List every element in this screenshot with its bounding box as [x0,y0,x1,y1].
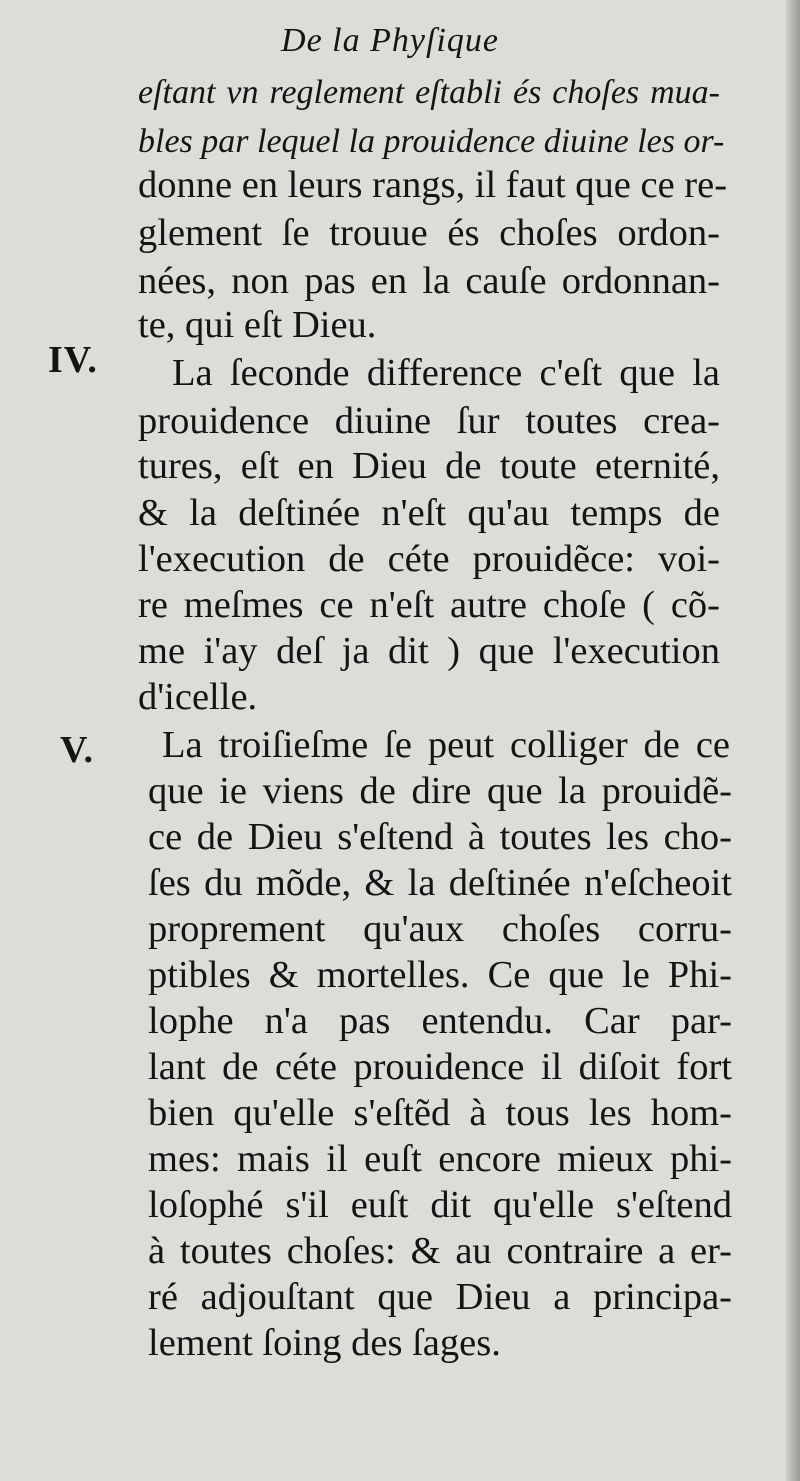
margin-numeral-v: V. [60,729,95,771]
text-line: eſtant vn reglement eſtabli és choſes mua- [138,74,720,111]
text-line: mes: mais il euſt encore mieux phi- [148,1138,732,1180]
text-line: ſes du mõde, & la deſtinée n'eſcheoit [148,862,732,904]
text-line: re meſmes ce n'eſt autre choſe ( cõ- [138,584,720,626]
margin-numeral-iv: IV. [48,339,98,381]
text-line: proprement qu'aux choſes corru- [148,908,732,950]
text-line: bien qu'elle s'eſtẽd à tous les hom- [148,1092,732,1134]
text-line: d'icelle. [138,676,258,718]
text-line: prouidence diuine ſur toutes crea- [138,400,720,442]
text-line: La troiſieſme ſe peut colliger de ce [162,724,730,766]
text-line: lant de céte prouidence il diſoit fort [148,1046,732,1088]
text-line: lement ſoing des ſages. [148,1322,501,1364]
text-line: donne en leurs rangs, il faut que ce re- [138,164,728,206]
running-head: De la Phyſique [281,22,499,59]
text-line: lophe n'a pas entendu. Car par- [148,1000,732,1042]
text-line: te, qui eſt Dieu. [138,304,377,346]
text-line: glement ſe trouue és choſes ordon- [138,212,720,254]
text-line: & la deſtinée n'eſt qu'au temps de [138,492,720,534]
text-line: tures, eſt en Dieu de toute eternité, [138,445,720,487]
text-line: ré adjouſtant que Dieu a principa- [148,1276,732,1318]
text-line: ptibles & mortelles. Ce que le Phi- [148,954,732,996]
text-line: nées, non pas en la cauſe ordonnan- [138,260,720,302]
text-line: que ie viens de dire que la prouidẽ- [148,770,732,812]
text-line: me i'ay deſ ja dit ) que l'execution [138,630,720,672]
page-edge [786,0,800,1481]
text-line: ce de Dieu s'eſtend à toutes les cho- [148,816,732,858]
text-line: La ſeconde difference c'eſt que la [172,352,720,394]
text-line: bles par lequel la prouidence diuine les or- [138,123,725,160]
text-line: loſophé s'il euſt dit qu'elle s'eſtend [148,1184,732,1226]
text-line: l'execution de céte prouidẽce: voi- [138,538,720,580]
text-line: à toutes choſes: & au contraire a er- [148,1230,732,1272]
